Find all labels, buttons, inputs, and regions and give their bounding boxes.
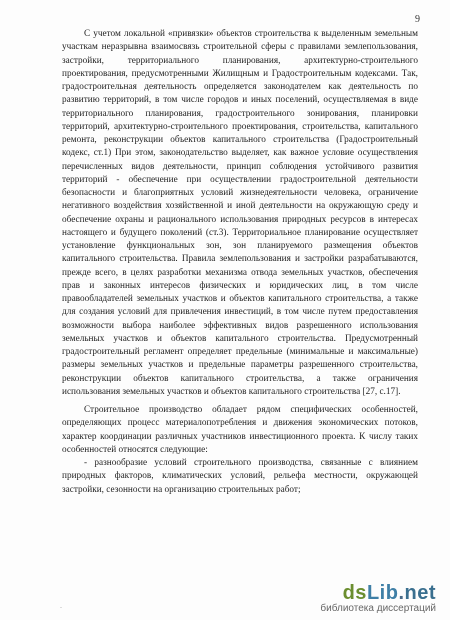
list-item: - разнообразие условий строительного производства, связанные с влиянием природных факторов, климатических условий, рельефа местности, окружающей застройки, сезонности на организацию строительных работ;: [62, 458, 418, 495]
page-number: 9: [415, 14, 420, 25]
paragraph-1: С учетом локальной «привязки» объектов строительства к выделенным земельным участкам неразрывна взаимосвязь строительной сферы с правилами землепользования, застройки, территориального планирования, архитектурно-строительного проектирования, предусмотренными Жилищным и Градостроительным кодексами. Так, градостроительная деятельность определяется законодателем как деятельность по развитию территорий, в том числе городов и иных поселений, осуществляемая в виде территориального планирования, градостроительного зонирования, планировки территорий, архитектурно-строительного проектирования, строительства, капитального ремонта, реконструкции объектов капитального строительства (Градостроительный кодекс, ст.1) При этом, законодательство выделяет, как важное условие осуществления перечисленных видов деятельности, принцип соблюдения устойчивого развития территорий - обеспечение при осуществлении градостроительной деятельности безопасности и благоприятных условий жизнедеятельности человека, ограничение негативного воздействия хозяйственной и иной деятельности на окружающую среду и обеспечение охраны и рационального использования природных ресурсов в интересах настоящего и будущего поколений (ст.3). Территориальное планирование осуществляет установление функциональных зон, зон планируемого размещения объектов капитального строительства. Правила землепользования и застройки разрабатываются, прежде всего, в целях разработки механизма отвода земельных участков, обеспечения прав и законных интересов физических и юридических лиц, в том числе правообладателей земельных участков и объектов капитального строительства, а также для создания условий для привлечения инвестиций, в том числе путем предоставления возможности выбора наиболее эффективных видов разрешенного использования земельных участков и объектов капитального строительства. Предусмотренный градостроительный регламент определяет предельные (минимальные и максимальные) размеры земельных участков и предельные параметры разрешенного строительства, реконструкции объектов капитального строительства, а также ограничения использования земельных участков и объектов капитального строительства [27, с.17].: [62, 29, 418, 397]
watermark: [296, 582, 436, 616]
paragraph-2: Строительное производство обладает рядом специфических особенностей, определяющих процесс материалопотребления и движения экономических потоков, характер координации различных участников инвестиционного проекта. К числу таких особенностей относятся следующие:: [62, 405, 418, 455]
document-body: [62, 28, 418, 497]
page-corner-mark: .: [60, 601, 62, 610]
watermark-subtitle: библиотека диссертаций: [320, 603, 436, 614]
watermark-logo: dsLib.net: [342, 582, 436, 604]
